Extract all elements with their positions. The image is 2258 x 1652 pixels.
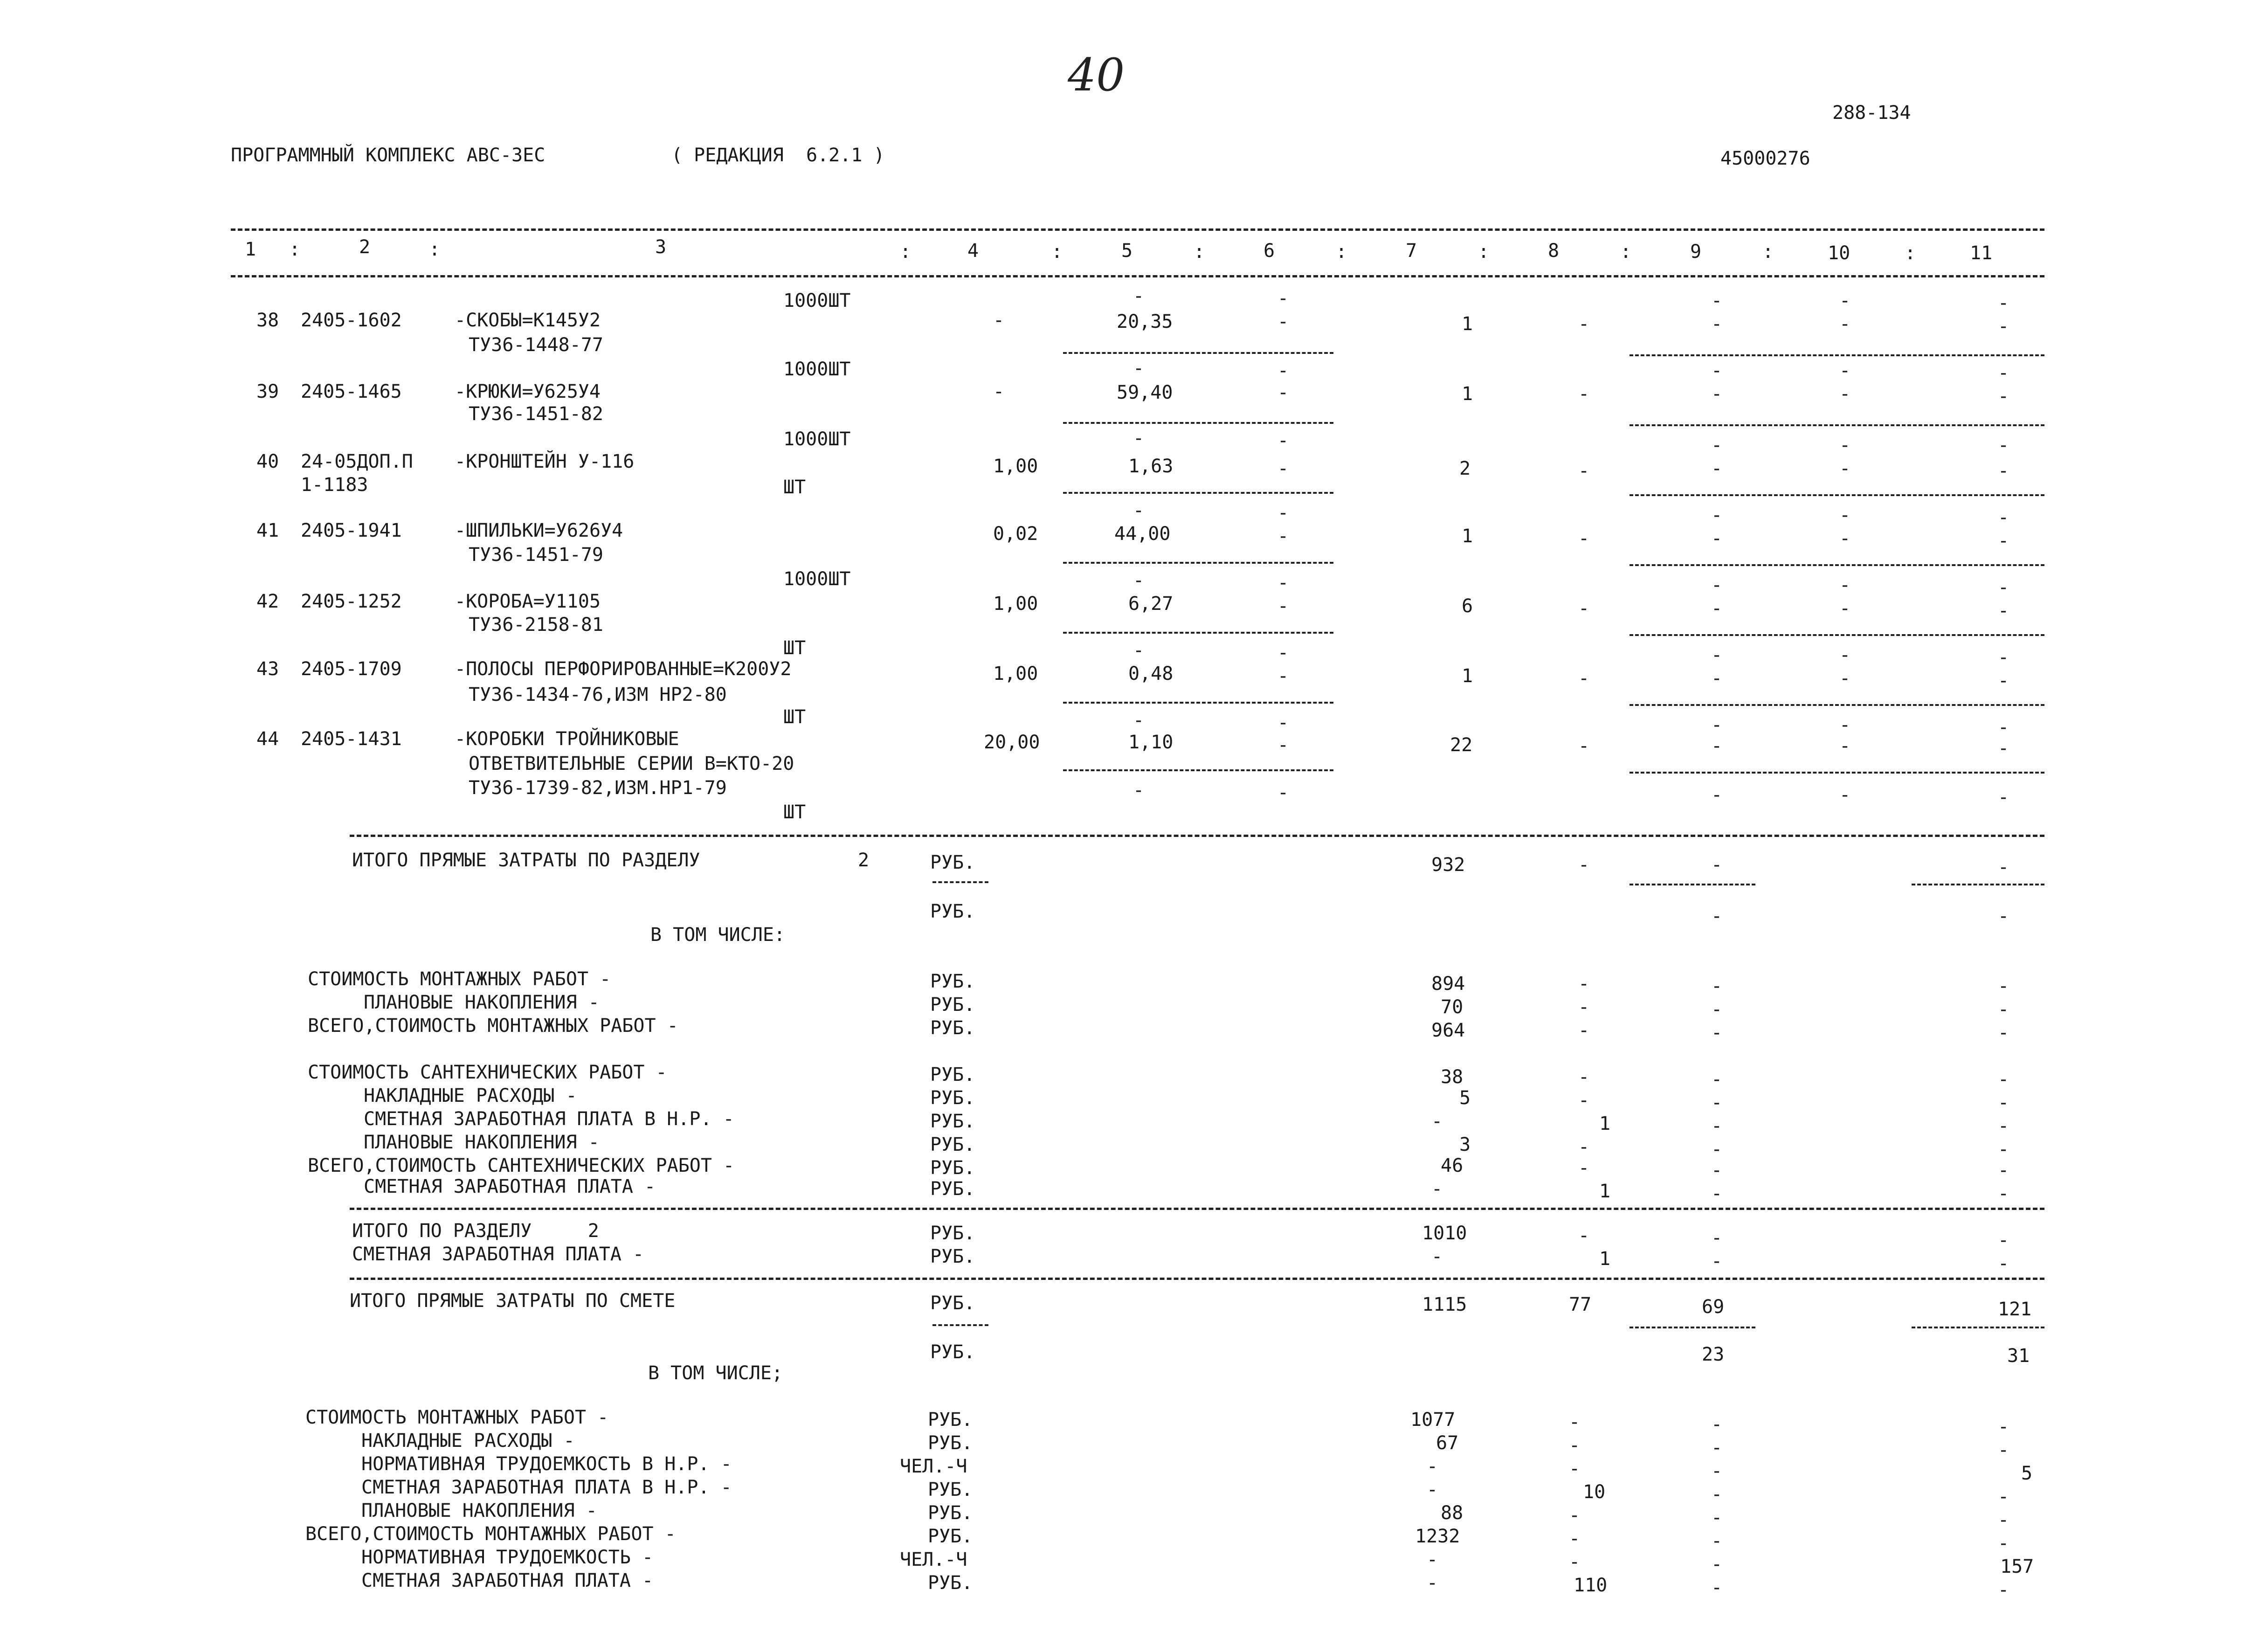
section-rule <box>350 835 2044 837</box>
cell-8: - <box>1578 1020 1590 1041</box>
cell-5: 0,48 <box>1128 663 1174 684</box>
cell-8: - <box>1569 1435 1581 1456</box>
col-9: 9 <box>1690 241 1702 263</box>
cell-9: - <box>1711 1069 1723 1090</box>
cell-11: - <box>1998 1160 2009 1181</box>
cell-8: - <box>1569 1458 1581 1479</box>
cell-7: - <box>1431 1246 1443 1267</box>
cell-11: 157 <box>2000 1556 2034 1577</box>
line-label: СМЕТНАЯ ЗАРАБОТНАЯ ПЛАТА - <box>364 1176 656 1197</box>
document-code: 288-134 <box>1832 102 1911 124</box>
cell-8: - <box>1569 1528 1581 1549</box>
unit-label: 1000ШТ <box>783 359 851 380</box>
line-label: СТОИМОСТЬ МОНТАЖНЫХ РАБОТ - <box>308 968 611 990</box>
cell-9: - <box>1711 1554 1723 1575</box>
cell-9: - <box>1711 735 1723 757</box>
cell-10: - <box>1839 735 1851 757</box>
cell-9: - <box>1711 1530 1723 1552</box>
norm-code-cont: 1-1183 <box>301 474 368 496</box>
unit-rub: РУБ. <box>930 1246 975 1267</box>
line-label: СМЕТНАЯ ЗАРАБОТНАЯ ПЛАТА - <box>361 1570 654 1591</box>
cell-7: - <box>1431 1111 1443 1132</box>
sep: : <box>1762 241 1774 263</box>
cell-9: - <box>1711 458 1723 479</box>
unit-rub: РУБ. <box>928 1526 973 1547</box>
cell-11: - <box>1998 600 2009 622</box>
row-number: 43 <box>256 658 279 680</box>
unit-rub: РУБ. <box>928 1409 973 1431</box>
unit-rub: РУБ. <box>930 1178 975 1200</box>
cell-11: - <box>1998 1230 2009 1251</box>
cell-8: - <box>1578 528 1590 549</box>
cell-7: 67 <box>1436 1432 1459 1454</box>
cell-9: - <box>1711 1115 1723 1137</box>
cell-9: - <box>1711 383 1723 405</box>
cell-9: - <box>1711 668 1723 689</box>
handwritten-page-number: 40 <box>1068 49 1125 101</box>
unit-rub: РУБ. <box>930 901 975 922</box>
col-7: 7 <box>1406 240 1417 262</box>
norm-code: 2405-1465 <box>301 381 402 402</box>
sep: : <box>1478 241 1490 263</box>
cell-11: - <box>1998 1115 2009 1137</box>
cell-8: - <box>1578 1157 1590 1179</box>
item-name: -ПОЛОСЫ ПЕРФОРИРОВАННЫЕ=К200У2 <box>455 658 792 680</box>
line-label: НАКЛАДНЫЕ РАСХОДЫ - <box>361 1430 575 1452</box>
unit-label: 1000ШТ <box>783 568 851 590</box>
header-top-rule <box>231 228 2044 231</box>
cell-8: - <box>1569 1551 1581 1573</box>
cell-9: - <box>1711 1183 1723 1204</box>
cell-5: 1,10 <box>1128 732 1174 753</box>
cell-11: - <box>1998 738 2009 759</box>
row-number: 40 <box>256 451 279 472</box>
document-id: 45000276 <box>1720 148 1810 169</box>
cell-9: - <box>1711 975 1723 997</box>
unit-rub: РУБ. <box>930 1157 975 1179</box>
cell-5: 6,27 <box>1128 593 1174 615</box>
row-number: 42 <box>256 591 279 612</box>
cell-6: - <box>1277 734 1289 756</box>
col-2: 2 <box>359 236 371 258</box>
line-label: НОРМАТИВНАЯ ТРУДОЕМКОСТЬ - <box>361 1547 654 1568</box>
col-8: 8 <box>1548 240 1560 262</box>
cell-9: - <box>1711 1414 1723 1435</box>
cell-7: 1 <box>1462 525 1473 547</box>
cell-10: - <box>1839 313 1851 335</box>
cell-8: - <box>1578 668 1590 689</box>
cell-11: - <box>1998 1092 2009 1113</box>
cell-9: - <box>1711 1022 1723 1044</box>
cell-8: 10 <box>1583 1481 1606 1503</box>
cell-6: - <box>1277 665 1289 687</box>
cell-5: 1,63 <box>1128 456 1174 477</box>
cell-11: - <box>1998 530 2009 552</box>
norm-code: 2405-1602 <box>301 310 402 331</box>
sep: : <box>1194 241 1205 263</box>
cell-11: 5 <box>2021 1463 2033 1484</box>
unit-rub: РУБ. <box>928 1502 973 1524</box>
cell-7: 1232 <box>1415 1526 1460 1547</box>
section-number: 2 <box>858 850 870 871</box>
unit-rub: РУБ. <box>930 1087 975 1109</box>
cell-6: - <box>1277 382 1289 403</box>
cell-8: - <box>1578 598 1590 619</box>
cell-7: 3 <box>1459 1134 1471 1155</box>
cell-10: - <box>1839 528 1851 549</box>
cell-10: - <box>1839 598 1851 619</box>
unit-rub: РУБ. <box>928 1572 973 1594</box>
line-label: ВСЕГО,СТОИМОСТЬ МОНТАЖНЫХ РАБОТ - <box>305 1523 676 1545</box>
cell-11: - <box>1998 316 2009 337</box>
line-label: НОРМАТИВНАЯ ТРУДОЕМКОСТЬ В Н.Р. - <box>361 1453 732 1475</box>
cell-11: - <box>1998 670 2009 691</box>
cell-11: - <box>1998 1069 2009 1090</box>
cell-8: - <box>1578 383 1590 405</box>
line-label: ВСЕГО,СТОИМОСТЬ САНТЕХНИЧЕСКИХ РАБОТ - <box>308 1155 735 1176</box>
cell-8: 77 <box>1569 1294 1592 1315</box>
cell-6: - <box>1277 311 1289 332</box>
norm-code: 2405-1252 <box>301 591 402 612</box>
cell-8: - <box>1578 973 1590 995</box>
line-label: СМЕТНАЯ ЗАРАБОТНАЯ ПЛАТА - <box>352 1244 644 1265</box>
cell-7: - <box>1427 1572 1438 1594</box>
cell-11: - <box>1998 999 2009 1020</box>
unit-label: ШТ <box>783 802 806 823</box>
cell-11: - <box>1998 1183 2009 1204</box>
cell-4: 0,02 <box>993 523 1038 545</box>
cell-7: - <box>1427 1456 1438 1477</box>
item-spec: ТУ36-1434-76,ИЗМ НР2-80 <box>469 684 727 705</box>
unit-rub: РУБ. <box>930 1017 975 1039</box>
cell-11: - <box>1998 386 2009 407</box>
cell-9: - <box>1711 1139 1723 1160</box>
unit-rub: РУБ. <box>928 1479 973 1500</box>
cell-8: - <box>1578 313 1590 335</box>
line-label: ПЛАНОВЫЕ НАКОПЛЕНИЯ - <box>361 1500 597 1521</box>
section-rule <box>350 1208 2044 1210</box>
unit-rub: РУБ. <box>930 1223 975 1244</box>
line-label: СТОИМОСТЬ САНТЕХНИЧЕСКИХ РАБОТ - <box>308 1062 667 1083</box>
item-spec: ТУ36-1451-79 <box>469 544 603 566</box>
cell-11: - <box>1998 1022 2009 1044</box>
cell-9: - <box>1711 854 1723 876</box>
unit-label: 1000ШТ <box>783 290 851 311</box>
item-spec: ТУ36-1451-82 <box>469 403 603 425</box>
cell-4: - <box>993 310 1005 331</box>
cell-8: 1 <box>1599 1248 1611 1270</box>
line-label: СТОИМОСТЬ МОНТАЖНЫХ РАБОТ - <box>305 1407 609 1428</box>
program-name: ПРОГРАММНЫЙ КОМПЛЕКС АВС-3ЕС <box>231 145 546 166</box>
cell-5: 59,40 <box>1117 382 1173 403</box>
row-number: 39 <box>256 381 279 402</box>
col-1: 1 <box>245 239 256 260</box>
line-label: СМЕТНАЯ ЗАРАБОТНАЯ ПЛАТА В Н.Р. - <box>364 1108 734 1130</box>
col-10: 10 <box>1828 242 1851 264</box>
cell-4: 1,00 <box>993 663 1038 684</box>
item-name: -КРОНШТЕЙН У-116 <box>455 451 635 472</box>
cell-7: 2 <box>1459 458 1471 479</box>
cell-11: - <box>1998 1416 2009 1438</box>
cell-8: - <box>1578 1136 1590 1158</box>
line-label: ВСЕГО,СТОИМОСТЬ МОНТАЖНЫХ РАБОТ - <box>308 1015 678 1037</box>
cell-8: - <box>1569 1411 1581 1433</box>
cell-7: 964 <box>1431 1020 1465 1041</box>
cell-11: - <box>1998 1533 2009 1554</box>
sep: : <box>1905 242 1916 264</box>
cell-6: - <box>1277 458 1289 479</box>
col-11: 11 <box>1970 242 1993 264</box>
cell-7: 1 <box>1462 665 1473 687</box>
line-label: СМЕТНАЯ ЗАРАБОТНАЯ ПЛАТА В Н.Р. - <box>361 1477 732 1498</box>
item-name: -КОРОБКИ ТРОЙНИКОВЫЕ <box>455 728 679 750</box>
norm-code: 2405-1941 <box>301 520 402 541</box>
cell-9: - <box>1711 528 1723 549</box>
row-number: 41 <box>256 520 279 541</box>
estimate-total-label: ИТОГО ПРЯМЫЕ ЗАТРАТЫ ПО СМЕТЕ <box>350 1290 676 1312</box>
cell-7: - <box>1427 1549 1438 1570</box>
cell-9: - <box>1711 905 1723 927</box>
cell-8: - <box>1578 996 1590 1018</box>
line-label: ПЛАНОВЫЕ НАКОПЛЕНИЯ - <box>364 992 600 1013</box>
including-label: В ТОМ ЧИСЛЕ: <box>650 924 785 946</box>
cell-8: - <box>1578 1090 1590 1111</box>
cell-8: 110 <box>1574 1575 1608 1596</box>
col-5: 5 <box>1121 240 1133 262</box>
cell-9: - <box>1711 1507 1723 1528</box>
section-rule <box>350 1278 2044 1280</box>
cell-6: - <box>1277 525 1289 547</box>
including-label: В ТОМ ЧИСЛЕ; <box>648 1362 783 1384</box>
cell-7: 1010 <box>1422 1223 1467 1244</box>
unit-label: ШТ <box>783 637 806 659</box>
cell-9: 23 <box>1702 1344 1725 1365</box>
norm-code: 2405-1431 <box>301 728 402 750</box>
cell-4: 1,00 <box>993 456 1038 477</box>
row-number: 44 <box>256 728 279 750</box>
cell-7: 932 <box>1431 854 1465 876</box>
cell-5: 20,35 <box>1117 311 1173 332</box>
cell-9: - <box>1711 999 1723 1020</box>
cell-9: - <box>1711 1437 1723 1458</box>
cell-7: 1 <box>1462 383 1473 405</box>
edition-label: ( РЕДАКЦИЯ 6.2.1 ) <box>671 145 885 166</box>
sep: : <box>1051 241 1063 263</box>
cell-8: - <box>1578 854 1590 876</box>
item-name: -СКОБЫ=К145У2 <box>455 310 601 331</box>
cell-11: - <box>1998 905 2009 927</box>
cell-9: - <box>1711 1227 1723 1249</box>
cell-4: 1,00 <box>993 593 1038 615</box>
section-total-label: ИТОГО ПРЯМЫЕ ЗАТРАТЫ ПО РАЗДЕЛУ <box>352 850 700 871</box>
cell-9: 69 <box>1702 1296 1725 1318</box>
cell-8: 1 <box>1599 1113 1611 1134</box>
cell-7: - <box>1427 1479 1438 1500</box>
cell-9: - <box>1711 313 1723 335</box>
item-spec: ТУ36-2158-81 <box>469 614 603 636</box>
unit-rub: РУБ. <box>930 994 975 1016</box>
cell-7: 1 <box>1462 313 1473 335</box>
item-name: -КОРОБА=У1105 <box>455 591 601 612</box>
cell-11: - <box>1998 1439 2009 1461</box>
unit-rub: РУБ. <box>930 852 975 873</box>
cell-7: 88 <box>1441 1502 1464 1524</box>
cell-7: 5 <box>1459 1087 1471 1109</box>
cell-11: - <box>1998 1579 2009 1601</box>
unit-rub: РУБ. <box>930 1064 975 1085</box>
sep: : <box>900 241 911 263</box>
cell-8: - <box>1578 735 1590 757</box>
cell-9: - <box>1711 1092 1723 1113</box>
item-spec: ТУ36-1448-77 <box>469 334 603 356</box>
cell-9: - <box>1711 598 1723 619</box>
cell-7: 38 <box>1441 1066 1464 1088</box>
cell-11: - <box>1998 857 2009 878</box>
col-3: 3 <box>655 236 667 258</box>
item-name: -КРЮКИ=У625У4 <box>455 381 601 402</box>
cell-8: - <box>1578 1066 1590 1088</box>
cell-4: - <box>993 381 1005 402</box>
cell-11: 31 <box>2007 1345 2030 1367</box>
row-number: 38 <box>256 310 279 331</box>
sep: : <box>289 239 301 260</box>
cell-7: 22 <box>1450 734 1473 756</box>
cell-7: 1115 <box>1422 1294 1467 1315</box>
cell-9: - <box>1711 1251 1723 1272</box>
line-label: ПЛАНОВЫЕ НАКОПЛЕНИЯ - <box>364 1132 600 1153</box>
cell-9: - <box>1711 1460 1723 1482</box>
cell-5: 44,00 <box>1114 523 1171 545</box>
cell-8: 1 <box>1599 1181 1611 1202</box>
header-bottom-rule <box>231 275 2044 277</box>
cell-11: - <box>1998 975 2009 997</box>
item-name: -ШПИЛЬКИ=У626У4 <box>455 520 623 541</box>
cell-7: 1077 <box>1410 1409 1456 1431</box>
cell-7: 46 <box>1441 1155 1464 1176</box>
unit-label: ЧЕЛ.-Ч <box>900 1456 967 1477</box>
cell-11: - <box>1998 460 2009 482</box>
unit-rub: РУБ. <box>930 1134 975 1155</box>
cell-11: - <box>1998 1486 2009 1507</box>
cell-10: - <box>1839 668 1851 689</box>
cell-8: - <box>1569 1505 1581 1526</box>
cell-9: - <box>1711 1577 1723 1598</box>
cell-9: - <box>1711 1484 1723 1505</box>
cell-11: - <box>1998 1139 2009 1160</box>
cell-11: - <box>1998 1509 2009 1531</box>
norm-code: 2405-1709 <box>301 658 402 680</box>
cell-7: 894 <box>1431 973 1465 995</box>
item-spec: ТУ36-1739-82,ИЗМ.НР1-79 <box>469 777 727 799</box>
line-label: НАКЛАДНЫЕ РАСХОДЫ - <box>364 1085 577 1106</box>
cell-8: - <box>1578 460 1590 482</box>
unit-rub: РУБ. <box>930 1111 975 1132</box>
cell-9: - <box>1711 1160 1723 1181</box>
cell-7: 6 <box>1462 595 1473 617</box>
cell-7: - <box>1431 1178 1443 1200</box>
sep: : <box>1620 241 1632 263</box>
cell-4: 20,00 <box>984 732 1040 753</box>
sep: : <box>1336 241 1347 263</box>
cell-6: - <box>1277 595 1289 617</box>
norm-code: 24-05ДОП.П <box>301 451 413 472</box>
cell-10: - <box>1839 458 1851 479</box>
unit-label: 1000ШТ <box>783 429 851 450</box>
line-label: ИТОГО ПО РАЗДЕЛУ 2 <box>352 1220 599 1242</box>
cell-10: - <box>1839 383 1851 405</box>
cell-11: 121 <box>1998 1299 2032 1320</box>
cell-7: 70 <box>1441 996 1464 1018</box>
sep: : <box>429 239 441 260</box>
unit-label: ЧЕЛ.-Ч <box>900 1549 967 1570</box>
cell-8: - <box>1578 1225 1590 1246</box>
unit-rub: РУБ. <box>930 971 975 992</box>
col-4: 4 <box>967 240 979 262</box>
unit-rub: РУБ. <box>928 1432 973 1454</box>
unit-rub: РУБ. <box>930 1341 975 1363</box>
item-spec: ОТВЕТВИТЕЛЬНЫЕ СЕРИИ В=КТО-20 <box>469 753 794 774</box>
unit-rub: РУБ. <box>930 1293 975 1314</box>
unit-label: ШТ <box>783 706 806 728</box>
unit-label: ШТ <box>783 477 806 498</box>
cell-11: - <box>1998 1253 2009 1274</box>
col-6: 6 <box>1264 240 1275 262</box>
